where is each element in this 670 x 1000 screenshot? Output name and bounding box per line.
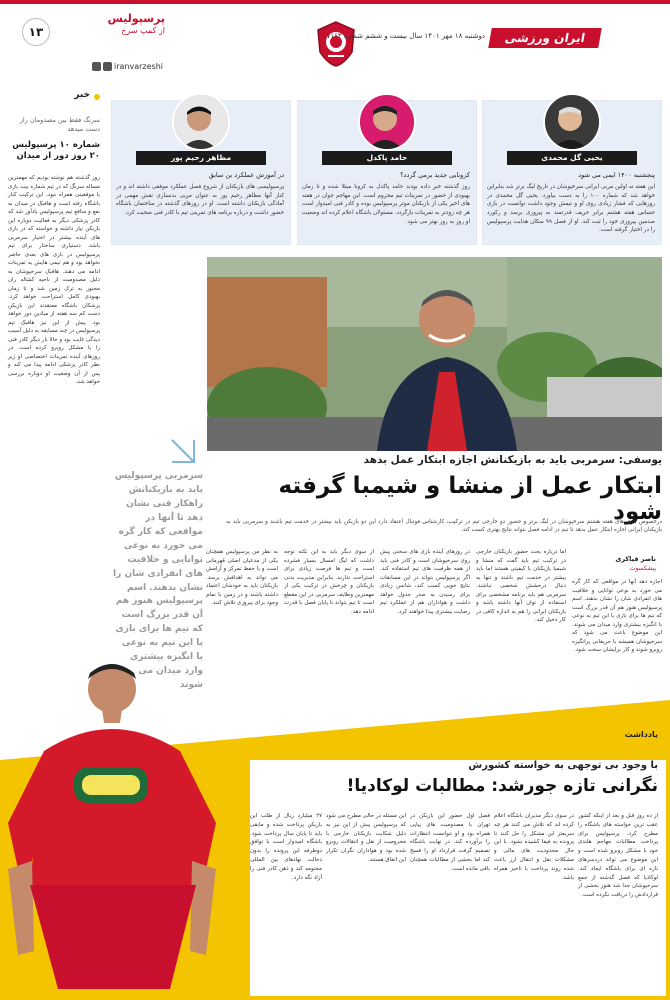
speaker-box-1 bbox=[482, 100, 662, 245]
social-icon bbox=[103, 62, 112, 71]
speaker-subhead: پنجشنبه ۱۴۰۰ ایمی می شود bbox=[578, 171, 655, 179]
news-body: روز گذشته هم نوشته بودیم که مهمترین مساله سرنگ که در تیم شماره بیت بازی با موفقیتی همراه نبود، این ترکیب کنار باشگاه رفته است و هافبک در میدان به نفع و منافع تیم پرسپولیس یادآور شد که کادر پزشکی دیگر به فعالیت دوباره این بازیکن نیاز داشته و خواسته که در بازی های آینده بیشتر در اختیار سرمربی باشد. دستیاری ساختار برای تیم پرسپولیس در بازی های بعدی حاضر نخواهد بود و هم تیمی هایش به تمرینات ادامه می دهند. هافبک سرخپوشان به دلیل مصدومیت از ناحیه کشاله ران مجبور به ترک زمین شد و تا زمان بهبودی کامل استراحت خواهد کرد. پزشکان باشگاه معتقدند این بازیکن دست کم سه هفته از میادین دور خواهد بود. پیش از این نیز هافبک تیم پرسپولیس در چند مسابقه به دلیل آسیب دیدگی غایب بود و حالا بار دیگر کادر فنی را با مشکل روبرو کرده است. در روزهای آینده تمرینات اختصاصی او زیر نظر کادر پزشکی ادامه پیدا می کند و پس از آن وضعیت او دوباره بررسی خواهد شد. bbox=[8, 175, 100, 386]
section-title: پرسپولیس bbox=[107, 12, 165, 25]
feature-column-2: اما درباره بحث حضور بازیکنان خارجی در ترکیب تیم باید گفت که منشا و شیمبا بازیکنان با کیفیتی هستند اما باید بیشتر در خدمت تیم باشند و تنها به دنبال درخشش شخصی نباشند. سرمربی هم باید برنامه مشخصی برای استفاده از توان آنها داشته باشد و بازیکنان ایرانی را هم به اندازه کافی در کار دخیل کند. bbox=[476, 549, 566, 624]
social-handle: iranvarzeshi bbox=[114, 62, 163, 71]
speaker-photo bbox=[172, 93, 230, 151]
byline-role: پیشکسوت bbox=[629, 565, 656, 572]
speaker-box-2 bbox=[297, 100, 477, 245]
note-kicker: با وجود بی توجهی به خواسته کشورش bbox=[468, 760, 658, 771]
quote-mark-icon bbox=[168, 436, 198, 466]
byline-author: ناصر قیاکری bbox=[615, 555, 656, 563]
social-handle-row bbox=[92, 62, 163, 71]
feature-photo bbox=[207, 257, 662, 451]
feature-kicker: یوسفی: سرمربی باید به بازیکنانش اجازه ابتکار عمل بدهد bbox=[363, 454, 662, 466]
news-dot-icon bbox=[94, 94, 100, 100]
speaker-name: حامد پاکدل bbox=[322, 151, 452, 165]
speaker-photo bbox=[543, 93, 601, 151]
feature-column-1: اجازه دهد آنها در مواقعی که کار گره می خورد به نوعی توانایی و خلاقیت های انفرادی شان را نشان بدهند. اسم پرسپولیس هنوز هم آن قدر بزرگ است که تیم ها برای بازی با این تیم به نوعی با انگیزه بیشتری وارد میدان می شوند. این موضوع باعث می شود که سرخپوشان همیشه با حریفانی پرانگیزه روبرو شوند و کار برایشان سخت شود. bbox=[572, 579, 662, 654]
news-title: شماره ۱۰ پرسپولیس ۲۰ روز دور از میدان bbox=[12, 140, 100, 162]
note-column-4: این مسئله در حالی مطرح می شود که پرسپولیس پیش از این نیز به دلیل شکایت بازیکنان خارجی با محرومیت از نقل و انتقالات روبرو شده بود و هواداران نگران تکرار این اتفاق هستند. bbox=[326, 813, 406, 863]
note-tag: یادداشت bbox=[624, 730, 658, 739]
section-subtitle: از کمپ سرخ bbox=[121, 26, 165, 35]
news-kicker: سرنگ فقط بین مصدومان راز دست میدهد bbox=[19, 116, 100, 134]
feature-lead: درخصوص بازی های هفته هشتم سرخپوشان در لیگ برتر و حضور دو خارجی تیم در ترکیب، کارشناس فوتبال اعتقاد دارد این دو بازیکن باید بیشتر در خدمت تیم باشند و سرمربی باید به بازیکنان ایرانی اجازه ابتکار عمل بدهد تا تیم در ادامه فصل بتواند نتایج بهتری کسب کند. bbox=[226, 519, 662, 534]
pull-quote: سرمربی پرسپولیس باید به بازیکنانش راهکار فنی نشان دهد تا آنها در مواقعی که کار گره می خورد به نوعی توانایی و خلاقیت های انفرادی شان را نشان بدهند. اسم پرسپولیس هنوز هم آن قدر بزرگ است که تیم ها برای بازی با این تیم به نوعی با انگیزه بیشتری وارد میدان می شوند bbox=[113, 471, 203, 691]
player-cutout bbox=[0, 655, 230, 989]
social-icon bbox=[92, 62, 101, 71]
page-header bbox=[0, 4, 670, 76]
club-logo bbox=[314, 20, 358, 68]
speaker-text: روز گذشته خبر داده بودند حامد پاکدل به کرونا مبتلا شده و تا زمان بهبودی از حضور در تمرینات تیم محروم است. این مهاجم جوان در هفته های اخیر یکی از بازیکنان موثر پرسپولیس بوده و کادر فنی امیدوار است هر چه زودتر به تمرینات بازگردد. مسئولان باشگاه اعلام کرده اند وضعیت او روز به روز بهتر می شود. bbox=[302, 184, 470, 225]
speaker-photo bbox=[358, 93, 416, 151]
speaker-box-3 bbox=[111, 100, 291, 245]
issue-line: دوشنبه ۱۸ مهر ۱۴۰۱ سال بیست و ششم شماره ۷۱۶۳ bbox=[326, 32, 485, 40]
note-headline: نگرانی تازه جورشد: مطالبات لوکادیا! bbox=[346, 776, 658, 796]
speaker-subhead: در آموزش عملکرد بن سابق bbox=[208, 171, 284, 179]
speaker-name: مظاهر رحیم پور bbox=[136, 151, 266, 165]
speaker-text: این هفته نه اولین مربی ایرانی سرخپوشان در تاریخ لیگ برتر شد بنابراین خواهد شد که شماره ۱۰۰ را به دست بیاورد. یحیی گل محمدی در روزهایی که فشار زیادی روی او و تیمش وجود داشت توانست در بازی حساس هفته هشتم برابر حریف قدرتمند به پیروزی برسد و رکورد صدمین پیروزی خود را ثبت کند. او از فصل ۹۹ سکان هدایت پرسپولیس را در اختیار گرفته است. bbox=[487, 184, 655, 234]
note-column-2: در سوی دیگر مدیران باشگاه اعلام کرده اند که تلاش می کنند هر چه سریعتر این مشکل را حل کنند تا پرونده به فیفا کشیده نشود. با این حال محدودیت های مالی و مشکلات نقل و انتقال ارز باعث شده روند پرداخت با تاخیر همراه باشد. bbox=[494, 813, 574, 881]
feature-headline: ابتکار عمل از منشا و شیمبا گرفته شود bbox=[278, 473, 662, 525]
note-column-5: ۲۷ میلیارد ریال از طلب این بازیکن پرداخت شده و مابقی باید تا پایان سال پرداخت شود. باشگاه امیدوار است با توافق دوطرفه این پرونده را بدون دخالت نهادهای بین المللی مختومه کند و ذهن کادر فنی را آزاد نگه دارد. bbox=[250, 813, 322, 881]
page-number: ۱۳ bbox=[22, 18, 50, 46]
feature-column-4: از سوی دیگر باید به این نکته توجه داشت که لیگ امسال بسیار فشرده است و تیم ها فرصت زیادی برای استراحت ندارند. بنابراین مدیریت بدنی بازیکنان و چرخش در ترکیب یکی از مهمترین وظایف سرمربی در این مقطع است تا تیم بتواند تا پایان فصل با قدرت ادامه دهد. bbox=[284, 549, 374, 615]
news-tag: خبر bbox=[74, 90, 90, 100]
feature-column-5: به نظر من پرسپولیس همچنان یکی از مدعیان اصلی قهرمانی است و با حفظ تمرکز و آرامش می تواند به اهدافش برسد. بازیکنان باید به خودشان اعتماد داشته باشند و در زمین با تمام وجود برای پیروزی تلاش کنند. bbox=[206, 549, 278, 607]
speaker-subhead: کرونایی جدید برمی گردد؟ bbox=[400, 171, 470, 179]
speaker-text: پرسپولیسی های بازیکنان از شروع فصل عملکرد موفقی داشته اند و در کنار آنها مظاهر رحیم پور به عنوان مربی بدنسازی نقش مهمی در آمادگی بازیکنان داشته است. او در روزهای گذشته در ساختمان باشگاه حضور داشت و درباره برنامه های تمرینی تیم با کادر فنی صحبت کرد. bbox=[116, 184, 284, 216]
note-column-3: فصل اول حضور این بازیکن در تهران با مصدومیت های پیاپی همراه بود و او نتوانست انتظارات را برآورده کند. در نهایت باشگاه تصمیم گرفت قرارداد او را فسخ کند اما بخشی از مطالبات همچنان باقی مانده است. bbox=[410, 813, 490, 872]
note-column-1: از ده روز قبل و بعد از اینکه کشور عقب ترین خواسته های باشگاه را مطرح کرد، پرسپولیس برای پرداخت مطالبات مهاجم هلندی خود با مشکل روبرو شده است و این موضوع می تواند دردسرهای تازه ای برای باشگاه ایجاد کند. لوکادیا که فصل گذشته از جمع سرخپوشان جدا شد هنوز بخشی از قراردادش را دریافت نکرده است. bbox=[578, 813, 658, 899]
speaker-name: یحیی گل محمدی bbox=[507, 151, 637, 165]
feature-column-3: در روزهای آینده بازی های سختی پیش روی سرخپوشان است و کادر فنی باید از همه ظرفیت های تیم استفاده کند. اگر پرسپولیس بتواند در این مسابقات نتایج خوبی کسب کند، شانس زیادی برای رسیدن به صدر جدول خواهد داشت و هواداران هم از عملکرد تیم رضایت بیشتری پیدا خواهند کرد. bbox=[380, 549, 470, 615]
brand-name: ایران ورزشی bbox=[488, 28, 602, 48]
